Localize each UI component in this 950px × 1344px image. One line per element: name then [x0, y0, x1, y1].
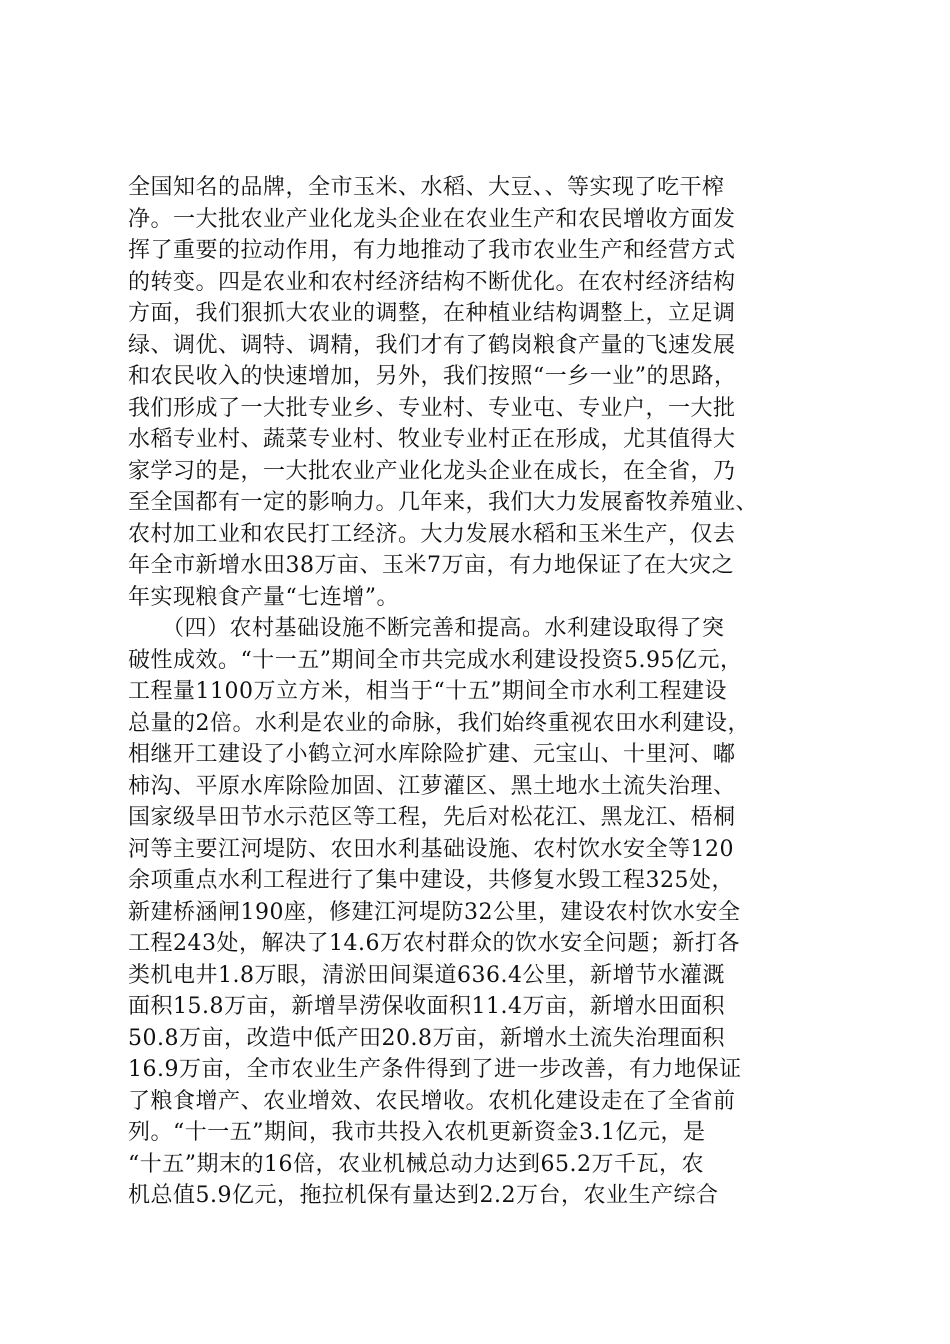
text-line: 类机电井1.8万眼，清淤田间渠道636.4公里，新增节水灌溉 — [128, 962, 725, 988]
text-line: 我们形成了一大批专业乡、专业村、专业屯、专业户，一大批 — [128, 395, 736, 421]
text-line: 全国知名的品牌，全市玉米、水稻、大豆、、等实现了吃干榨 — [128, 175, 725, 200]
body-text — [128, 172, 838, 1212]
text-line: 年全市新增水田38万亩、玉米7万亩，有力地保证了在大灾之 — [128, 553, 734, 578]
text-line: 总量的2倍。水利是农业的命脉，我们始终重视农田水利建设， — [128, 710, 750, 736]
text-line: 新建桥涵闸190座，修建江河堤防32公里，建设农村饮水安全 — [128, 899, 741, 925]
text-line: 机总值5.9亿元，拖拉机保有量达到2.2万台，农业生产综合 — [128, 1183, 719, 1208]
text-line: 列。“十一五”期间，我市共投入农机更新资金3.1亿元，是 — [128, 1120, 706, 1145]
text-line: 净。一大批农业产业化龙头企业在农业生产和农民增收方面发 — [128, 206, 736, 232]
text-line: 家学习的是，一大批农业产业化龙头企业在成长，在全省，乃 — [128, 458, 736, 484]
text-line: 工程量1100万立方米，相当于“十五”期间全市水利工程建设 — [128, 679, 727, 704]
text-line: 了粮食增产、农业增效、农民增收。农机化建设走在了全省前 — [128, 1088, 736, 1114]
text-line: 挥了重要的拉动作用，有力地推动了我市农业生产和经营方式 — [128, 238, 736, 263]
text-line: 农村加工业和农民打工经济。大力发展水稻和玉米生产，仅去 — [128, 521, 736, 547]
text-line: 50.8万亩，改造中低产田20.8万亩，新增水土流失治理面积 — [128, 1025, 725, 1051]
text-line: 相继开工建设了小鹤立河水库除险扩建、元宝山、十里河、嘟 — [128, 742, 736, 767]
text-line: 方面，我们狠抓大农业的调整，在种植业结构调整上，立足调 — [128, 301, 736, 326]
text-line: 破性成效。“十一五”期间全市共完成水利建设投资5.95亿元， — [128, 647, 743, 673]
text-line: “十五”期末的16倍，农业机械总动力达到65.2万千瓦，农 — [128, 1151, 704, 1177]
text-line: 和农民收入的快速增加，另外，我们按照“一乡一业”的思路， — [128, 364, 737, 389]
text-line: 的转变。四是农业和农村经济结构不断优化。在农村经济结构 — [128, 269, 736, 295]
text-line: 余项重点水利工程进行了集中建设，共修复水毁工程325处， — [128, 868, 734, 893]
text-line: 国家级旱田节水示范区等工程，先后对松花江、黑龙江、梧桐 — [128, 805, 736, 830]
text-line: 年实现粮食产量“七连增”。 — [128, 584, 399, 610]
text-line: 面积15.8万亩，新增旱涝保收面积11.4万亩，新增水田面积 — [128, 994, 725, 1019]
text-line: 工程243处，解决了14.6万农村群众的饮水安全问题；新打各 — [128, 931, 740, 956]
text-line: 16.9万亩，全市农业生产条件得到了进一步改善，有力地保证 — [128, 1057, 742, 1082]
text-line: 至全国都有一定的影响力。几年来，我们大力发展畜牧养殖业、 — [128, 490, 759, 515]
text-line: 水稻专业村、蔬菜专业村、牧业专业村正在形成，尤其值得大 — [128, 427, 736, 452]
section-heading-line: （四）农村基础设施不断完善和提高。水利建设取得了突 — [128, 616, 725, 641]
text-line: 柿沟、平原水库除险加固、江萝灌区、黑土地水土流失治理、 — [128, 773, 736, 799]
text-line: 绿、调优、调特、调精，我们才有了鹤岗粮食产量的飞速发展 — [128, 332, 736, 358]
text-line: 河等主要江河堤防、农田水利基础设施、农村饮水安全等120 — [128, 836, 734, 862]
